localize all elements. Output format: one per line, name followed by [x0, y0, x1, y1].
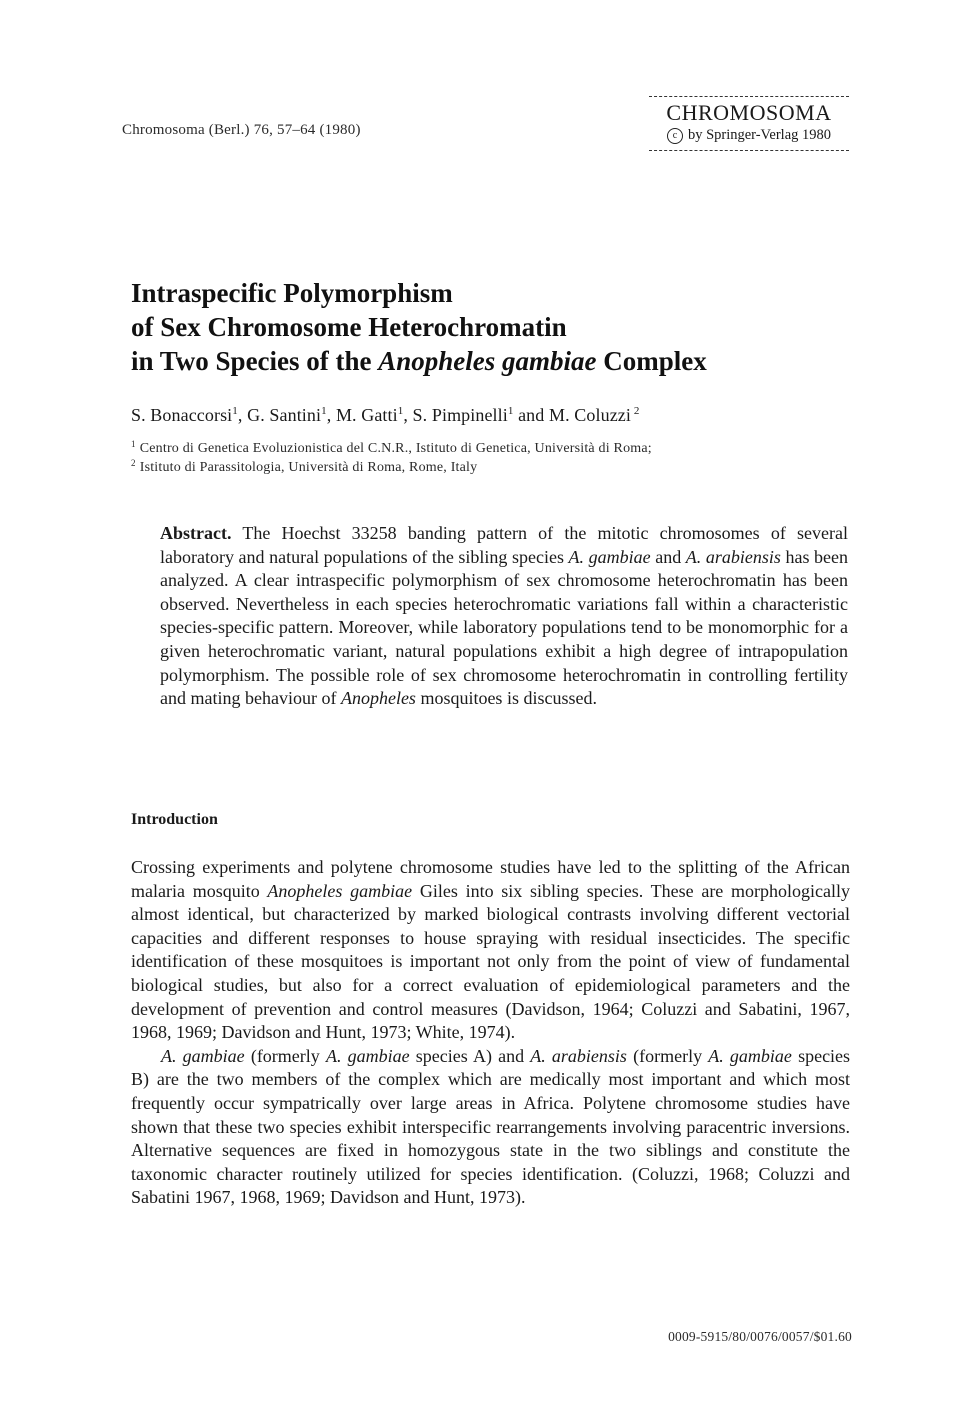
author-affiliation-mark: 1	[232, 405, 238, 417]
author-affiliation-mark: 1	[397, 405, 404, 417]
running-head: Chromosoma (Berl.) 76, 57–64 (1980)	[122, 122, 361, 138]
species-name: A. gambiae	[708, 1045, 792, 1066]
species-name: A. arabiensis	[530, 1045, 627, 1066]
paragraph-text: (formerly	[626, 1045, 709, 1066]
affiliation-2	[131, 459, 477, 477]
author-name: M. Coluzzi	[548, 405, 631, 425]
affiliation-1	[131, 440, 652, 458]
introduction-paragraph-2	[131, 1045, 850, 1210]
journal-copyright	[649, 126, 849, 144]
abstract-genus-name: Anopheles	[340, 688, 416, 709]
section-heading-introduction: Introduction	[131, 811, 218, 828]
title-species-name: Anopheles gambiae	[378, 346, 597, 376]
copyright-text: by Springer-Verlag 1980	[687, 127, 832, 143]
affiliation-text: Centro di Genetica Evoluzionistica del C.N.R., Istituto di Genetica, Università di Roma;	[139, 441, 652, 456]
paragraph-text: species A) and	[409, 1045, 531, 1066]
author-separator: and	[513, 405, 549, 425]
paragraph-text: species B) are the two members of the complex which are medically most important and which most frequently occur sympatrically over large areas in Africa. Polytene chromosome studies have shown that these two species exhibit interspecific rearrangements involving paracentric inversions. Alternative sequences are fixed in homozygous state in the two siblings and constitute the taxonomic character routinely utilized for species identification. (Coluzzi, 1968; Coluzzi and Sabatini 1967, 1968, 1969; Davidson and Hunt, 1973).	[131, 1045, 851, 1208]
species-name: A. gambiae	[325, 1045, 410, 1066]
abstract-text: and	[650, 546, 686, 567]
title-line-3-post: Complex	[596, 346, 707, 376]
affiliation-number: 1	[131, 439, 136, 449]
species-name: A. gambiae	[161, 1045, 245, 1066]
paragraph-text: Crossing experiments and polytene chromosome studies have led to the splitting of the African malaria mosquito	[131, 857, 850, 901]
species-name: Anopheles gambiae	[267, 880, 413, 901]
abstract-text: The Hoechst 33258 banding pattern of the mitotic chromosomes of several laboratory and natural populations of the sibling species	[160, 523, 848, 567]
abstract-text: mosquitoes is discussed.	[415, 688, 597, 709]
journal-name: CHROMOSOMA	[666, 100, 832, 125]
author-name: G. Santini	[247, 405, 322, 425]
price-code: 0009-5915/80/0076/0057/$01.60	[668, 1329, 852, 1344]
article-title	[131, 276, 851, 378]
journal-bottom-rule	[649, 150, 849, 151]
author-separator: ,	[403, 405, 413, 425]
author-name: S. Pimpinelli	[412, 405, 508, 425]
title-line-2: of Sex Chromosome Heterochromatin	[131, 312, 567, 342]
abstract	[160, 522, 848, 711]
journal-top-rule	[649, 96, 849, 97]
abstract-species-name: A. gambiae	[568, 546, 651, 567]
author-separator: ,	[326, 405, 336, 425]
title-line-3-pre: in Two Species of the	[131, 346, 379, 376]
paragraph-text: Giles into six sibling species. These are morphologically almost identical, but characterized by marked biological contrasts involving different vectorial capacities and different responses to house spraying with residual insecticides. The specific identification of these mosquitoes is important not only from the point of view of fundamental biological studies, but also for a correct evaluation of epidemiological parameters and the development of prevention and control measures (Davidson, 1964; Coluzzi and Sabatini, 1967, 1968, 1969; Davidson and Hunt, 1973; White, 1974).	[131, 880, 851, 1043]
journal-block	[649, 96, 849, 151]
abstract-species-name: A. arabiensis	[685, 546, 781, 567]
author-affiliation-mark: 2	[630, 405, 640, 417]
title-line-1: Intraspecific Polymorphism	[131, 278, 453, 308]
author-separator: ,	[237, 405, 248, 425]
abstract-text: has been analyzed. A clear intraspecific polymorphism of sex chromosome heterochromatin has been observed. Nevertheless in each species heterochromatic variations fall within a characteristic species-specific pattern. Moreover, while laboratory populations tend to be monomorphic for a given heterochromatic variant, natural populations exhibit a high degree of intrapopulation polymorphism. The possible role of sex chromosome heterochromatin in controlling fertility and mating behaviour of	[160, 546, 849, 709]
author-name: M. Gatti	[335, 405, 398, 425]
author-affiliation-mark: 1	[321, 405, 327, 417]
title-line-3	[131, 344, 851, 378]
author-list	[131, 404, 639, 426]
affiliation-text: Istituto di Parassitologia, Università di Roma, Rome, Italy	[139, 460, 478, 475]
introduction-body	[131, 856, 850, 1210]
paragraph-text: (formerly	[244, 1045, 326, 1066]
abstract-heading: Abstract.	[160, 523, 232, 543]
introduction-paragraph-1	[131, 856, 850, 1045]
author-name: S. Bonaccorsi	[131, 405, 233, 425]
copyright-icon: c	[667, 128, 683, 144]
author-affiliation-mark: 1	[507, 405, 514, 417]
affiliation-number: 2	[131, 458, 136, 468]
